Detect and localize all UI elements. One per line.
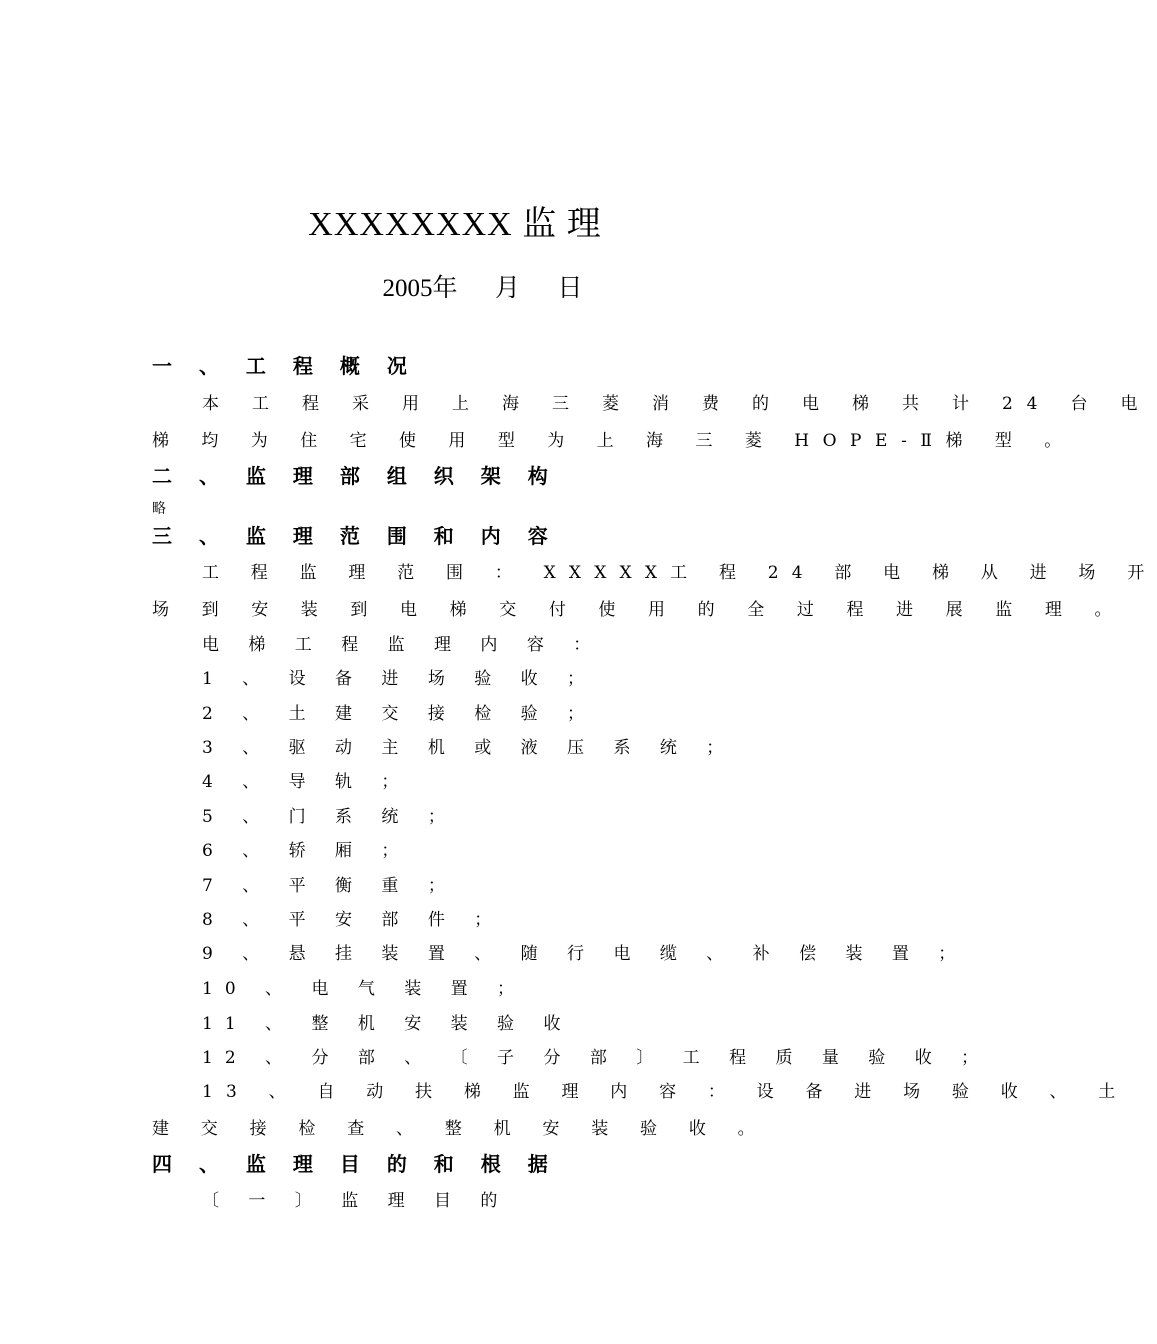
section-heading-3: 三 、 监 理 范 围 和 内 容 [152, 524, 558, 548]
list-item: 5 、 门 系 统 ； [202, 807, 457, 827]
list-item: 13 、 自 动 扶 梯 监 理 内 容 ： 设 备 进 场 验 收 、 土 [202, 1082, 1129, 1102]
section-note: 略 [152, 501, 166, 517]
list-item: 1 、 设 备 进 场 验 收 ； [202, 669, 597, 689]
subsection-heading: 〔 一 〕 监 理 目 的 [202, 1191, 510, 1211]
list-item: 8 、 平 安 部 件 ； [202, 910, 504, 930]
paragraph-line: 工 程 监 理 范 围 ： XXXXX工 程 24 部 电 梯 从 进 场 开 [202, 563, 1157, 583]
section-heading-2: 二 、 监 理 部 组 织 架 构 [152, 464, 558, 488]
list-item: 7 、 平 衡 重 ； [202, 876, 457, 896]
paragraph-line [202, 389, 1152, 414]
list-item: 4 、 导 轨 ； [202, 772, 411, 792]
list-item: 11 、 整 机 安 装 验 收 [202, 1014, 573, 1034]
paragraph-line: 场 到 安 装 到 电 梯 交 付 使 用 的 全 过 程 进 展 监 理 。 [152, 600, 1126, 620]
paragraph-text: 本 工 程 采 用 上 海 三 菱 消 费 的 电 梯 共 计 24 台 电 [202, 394, 1152, 414]
list-item: 9 、 悬 挂 装 置 、 随 行 电 缆 、 补 偿 装 置 ； [202, 944, 968, 964]
list-item: 6 、 轿 厢 ； [202, 841, 411, 861]
list-item: 10 、 电 气 装 置 ； [202, 979, 527, 999]
list-item-continuation: 建 交 接 检 查 、 整 机 安 装 验 收 。 [152, 1119, 768, 1139]
document-title: XXXXXXXX 监 理 [308, 206, 602, 243]
document-date: 2005年 月 日 [382, 275, 583, 302]
paragraph-line: 梯 均 为 住 宅 使 用 型 为 上 海 三 菱 HOPE-Ⅱ梯 型 。 [152, 431, 1075, 451]
section-heading-4: 四 、 监 理 目 的 和 根 据 [152, 1152, 558, 1176]
content-label: 电 梯 工 程 监 理 内 容 ： [202, 635, 603, 655]
section-heading-1: 一 、 工 程 概 况 [152, 354, 417, 378]
list-item: 12 、 分 部 、 〔 子 分 部 〕 工 程 质 量 验 收 ； [202, 1048, 991, 1068]
list-item: 3 、 驱 动 主 机 或 液 压 系 统 ； [202, 738, 736, 758]
list-item: 2 、 土 建 交 接 检 验 ； [202, 704, 597, 724]
